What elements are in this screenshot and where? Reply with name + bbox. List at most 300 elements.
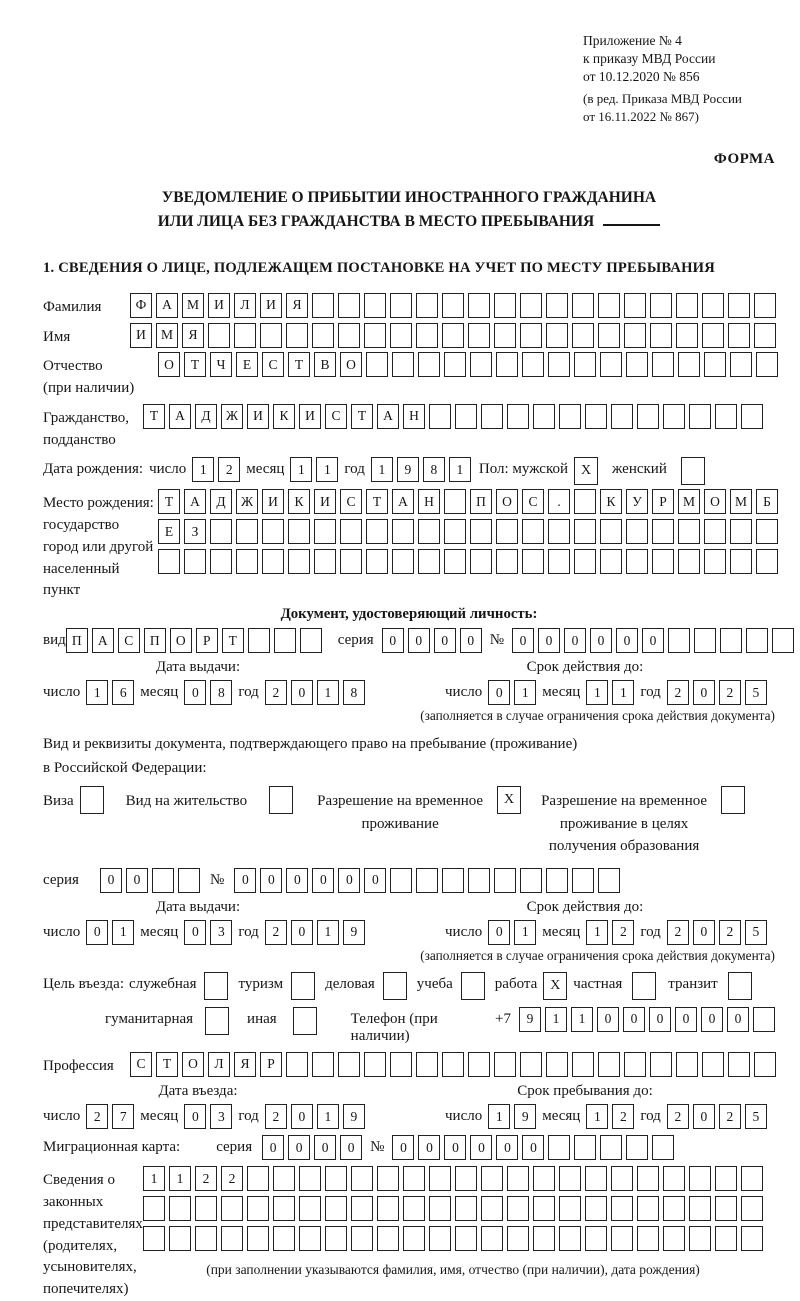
char-cell[interactable]: 0 (693, 680, 715, 705)
char-cell[interactable] (585, 1226, 607, 1251)
char-cell[interactable]: И (299, 404, 321, 429)
char-cell[interactable] (574, 549, 596, 574)
char-cell[interactable]: 0 (597, 1007, 619, 1032)
char-cell[interactable]: Т (143, 404, 165, 429)
char-cell[interactable] (520, 323, 542, 348)
char-cell[interactable]: 0 (126, 868, 148, 893)
char-cell[interactable]: 0 (616, 628, 638, 653)
char-cell[interactable] (392, 519, 414, 544)
char-cell[interactable]: . (548, 489, 570, 514)
char-cell[interactable] (704, 519, 726, 544)
char-cell[interactable]: 1 (371, 457, 393, 482)
char-cell[interactable] (314, 549, 336, 574)
char-cell[interactable] (468, 1052, 490, 1077)
char-cell[interactable] (611, 404, 633, 429)
char-cell[interactable]: 2 (719, 680, 741, 705)
char-cell[interactable]: 2 (218, 457, 240, 482)
char-cell[interactable]: 0 (496, 1135, 518, 1160)
char-cell[interactable] (416, 323, 438, 348)
char-cell[interactable] (676, 293, 698, 318)
char-cell[interactable]: Н (418, 489, 440, 514)
char-cell[interactable] (455, 1196, 477, 1221)
char-cell[interactable]: О (170, 628, 192, 653)
permit-valid-year-cells[interactable] (667, 920, 767, 945)
char-cell[interactable] (444, 489, 466, 514)
char-cell[interactable]: 8 (210, 680, 232, 705)
char-cell[interactable]: 9 (343, 1104, 365, 1129)
char-cell[interactable] (390, 323, 412, 348)
char-cell[interactable] (600, 1135, 622, 1160)
char-cell[interactable]: 7 (112, 1104, 134, 1129)
char-cell[interactable] (210, 549, 232, 574)
char-cell[interactable]: Л (208, 1052, 230, 1077)
char-cell[interactable]: 0 (260, 868, 282, 893)
char-cell[interactable] (533, 1166, 555, 1191)
char-cell[interactable]: А (169, 404, 191, 429)
char-cell[interactable] (455, 404, 477, 429)
permit-issue-year-cells[interactable] (265, 920, 365, 945)
char-cell[interactable] (546, 868, 568, 893)
char-cell[interactable] (273, 1226, 295, 1251)
char-cell[interactable]: Е (236, 352, 258, 377)
char-cell[interactable] (702, 323, 724, 348)
purpose-business-checkbox[interactable] (383, 972, 407, 1000)
char-cell[interactable] (481, 1226, 503, 1251)
char-cell[interactable]: 0 (291, 1104, 313, 1129)
char-cell[interactable] (585, 1196, 607, 1221)
char-cell[interactable] (442, 323, 464, 348)
char-cell[interactable] (548, 519, 570, 544)
char-cell[interactable]: 2 (667, 680, 689, 705)
char-cell[interactable] (210, 519, 232, 544)
char-cell[interactable]: Т (351, 404, 373, 429)
char-cell[interactable] (741, 1166, 763, 1191)
char-cell[interactable] (269, 786, 293, 814)
char-cell[interactable] (236, 549, 258, 574)
char-cell[interactable]: 0 (184, 680, 206, 705)
id-issue-month-cells[interactable] (184, 680, 232, 705)
char-cell[interactable] (377, 1196, 399, 1221)
sex-male-checkbox[interactable] (574, 457, 598, 485)
birth-place-line2-cells[interactable] (158, 519, 778, 544)
char-cell[interactable]: 2 (667, 920, 689, 945)
char-cell[interactable]: С (340, 489, 362, 514)
char-cell[interactable] (288, 519, 310, 544)
char-cell[interactable]: 0 (100, 868, 122, 893)
char-cell[interactable]: 0 (642, 628, 664, 653)
char-cell[interactable]: 0 (291, 920, 313, 945)
char-cell[interactable] (728, 1052, 750, 1077)
char-cell[interactable] (559, 404, 581, 429)
char-cell[interactable] (520, 868, 542, 893)
char-cell[interactable]: Р (652, 489, 674, 514)
char-cell[interactable]: К (273, 404, 295, 429)
residence-permit-checkbox[interactable] (269, 786, 293, 814)
char-cell[interactable] (704, 549, 726, 574)
char-cell[interactable] (652, 352, 674, 377)
char-cell[interactable]: 1 (586, 920, 608, 945)
char-cell[interactable]: С (522, 489, 544, 514)
char-cell[interactable] (494, 1052, 516, 1077)
char-cell[interactable] (442, 293, 464, 318)
char-cell[interactable] (507, 1196, 529, 1221)
char-cell[interactable] (533, 1196, 555, 1221)
char-cell[interactable] (325, 1166, 347, 1191)
doc-type-cells[interactable] (66, 628, 322, 653)
birth-place-line3-cells[interactable] (158, 549, 778, 574)
char-cell[interactable] (158, 549, 180, 574)
permit-series-cells[interactable] (100, 868, 200, 893)
char-cell[interactable] (416, 1052, 438, 1077)
stay-month-cells[interactable] (586, 1104, 634, 1129)
char-cell[interactable]: Я (234, 1052, 256, 1077)
char-cell[interactable]: А (92, 628, 114, 653)
char-cell[interactable] (496, 549, 518, 574)
char-cell[interactable]: 1 (317, 920, 339, 945)
char-cell[interactable] (689, 1226, 711, 1251)
char-cell[interactable]: 2 (667, 1104, 689, 1129)
char-cell[interactable] (689, 1166, 711, 1191)
char-cell[interactable]: 0 (262, 1135, 284, 1160)
phone-cells[interactable] (519, 1007, 775, 1032)
char-cell[interactable] (338, 293, 360, 318)
char-cell[interactable]: 1 (514, 920, 536, 945)
char-cell[interactable]: А (377, 404, 399, 429)
char-cell[interactable]: У (626, 489, 648, 514)
char-cell[interactable] (559, 1196, 581, 1221)
char-cell[interactable] (598, 868, 620, 893)
char-cell[interactable]: 1 (192, 457, 214, 482)
char-cell[interactable] (274, 628, 296, 653)
char-cell[interactable] (574, 352, 596, 377)
char-cell[interactable] (377, 1166, 399, 1191)
char-cell[interactable]: О (496, 489, 518, 514)
char-cell[interactable] (520, 1052, 542, 1077)
char-cell[interactable]: 0 (184, 920, 206, 945)
temp-residence-checkbox[interactable] (497, 786, 521, 814)
char-cell[interactable] (429, 1166, 451, 1191)
char-cell[interactable] (626, 549, 648, 574)
char-cell[interactable]: 0 (418, 1135, 440, 1160)
char-cell[interactable] (702, 293, 724, 318)
char-cell[interactable]: 0 (338, 868, 360, 893)
char-cell[interactable] (184, 549, 206, 574)
visa-checkbox[interactable] (80, 786, 104, 814)
purpose-tourism-checkbox[interactable] (291, 972, 315, 1000)
char-cell[interactable] (470, 352, 492, 377)
char-cell[interactable] (236, 519, 258, 544)
char-cell[interactable] (728, 323, 750, 348)
char-cell[interactable]: К (600, 489, 622, 514)
char-cell[interactable] (299, 1166, 321, 1191)
stay-day-cells[interactable] (488, 1104, 536, 1129)
char-cell[interactable]: 0 (488, 680, 510, 705)
char-cell[interactable]: 0 (382, 628, 404, 653)
char-cell[interactable] (730, 549, 752, 574)
char-cell[interactable] (314, 519, 336, 544)
char-cell[interactable] (663, 1166, 685, 1191)
char-cell[interactable] (366, 549, 388, 574)
char-cell[interactable] (418, 549, 440, 574)
char-cell[interactable] (772, 628, 794, 653)
char-cell[interactable]: 5 (745, 1104, 767, 1129)
id-number-cells[interactable] (512, 628, 794, 653)
char-cell[interactable] (383, 972, 407, 1000)
sex-female-checkbox[interactable] (681, 457, 705, 485)
char-cell[interactable] (741, 404, 763, 429)
surname-cells[interactable] (130, 293, 776, 318)
char-cell[interactable] (702, 1052, 724, 1077)
char-cell[interactable] (195, 1226, 217, 1251)
entry-day-cells[interactable] (86, 1104, 134, 1129)
char-cell[interactable] (626, 519, 648, 544)
char-cell[interactable] (143, 1226, 165, 1251)
char-cell[interactable] (572, 293, 594, 318)
char-cell[interactable] (234, 323, 256, 348)
char-cell[interactable] (678, 519, 700, 544)
char-cell[interactable] (715, 1226, 737, 1251)
char-cell[interactable] (390, 1052, 412, 1077)
char-cell[interactable] (273, 1196, 295, 1221)
char-cell[interactable] (522, 549, 544, 574)
char-cell[interactable]: О (704, 489, 726, 514)
char-cell[interactable] (390, 293, 412, 318)
char-cell[interactable]: 1 (169, 1166, 191, 1191)
char-cell[interactable]: 0 (408, 628, 430, 653)
char-cell[interactable]: 0 (234, 868, 256, 893)
char-cell[interactable] (574, 489, 596, 514)
char-cell[interactable]: 1 (143, 1166, 165, 1191)
profession-cells[interactable] (130, 1052, 776, 1077)
char-cell[interactable] (730, 352, 752, 377)
char-cell[interactable]: П (66, 628, 88, 653)
char-cell[interactable]: 1 (316, 457, 338, 482)
char-cell[interactable]: Л (234, 293, 256, 318)
char-cell[interactable] (720, 628, 742, 653)
char-cell[interactable]: 1 (317, 1104, 339, 1129)
char-cell[interactable]: 1 (586, 680, 608, 705)
char-cell[interactable] (390, 868, 412, 893)
char-cell[interactable]: 0 (488, 920, 510, 945)
char-cell[interactable]: И (247, 404, 269, 429)
char-cell[interactable] (715, 404, 737, 429)
char-cell[interactable]: А (392, 489, 414, 514)
char-cell[interactable] (632, 972, 656, 1000)
char-cell[interactable] (442, 868, 464, 893)
char-cell[interactable]: 0 (623, 1007, 645, 1032)
char-cell[interactable]: 0 (727, 1007, 749, 1032)
char-cell[interactable] (288, 549, 310, 574)
char-cell[interactable] (481, 1196, 503, 1221)
char-cell[interactable]: О (182, 1052, 204, 1077)
char-cell[interactable]: X (574, 457, 598, 485)
char-cell[interactable] (637, 1226, 659, 1251)
char-cell[interactable]: 0 (314, 1135, 336, 1160)
char-cell[interactable]: М (156, 323, 178, 348)
char-cell[interactable]: П (470, 489, 492, 514)
char-cell[interactable]: 1 (586, 1104, 608, 1129)
purpose-other-checkbox[interactable] (293, 1007, 317, 1035)
purpose-transit-checkbox[interactable] (728, 972, 752, 1000)
char-cell[interactable] (152, 868, 174, 893)
representatives-line2-cells[interactable] (143, 1196, 763, 1221)
char-cell[interactable] (481, 404, 503, 429)
char-cell[interactable] (730, 519, 752, 544)
char-cell[interactable] (728, 972, 752, 1000)
birth-month-cells[interactable] (290, 457, 338, 482)
char-cell[interactable] (754, 293, 776, 318)
char-cell[interactable]: М (730, 489, 752, 514)
permit-valid-month-cells[interactable] (586, 920, 634, 945)
char-cell[interactable] (637, 1166, 659, 1191)
char-cell[interactable]: И (262, 489, 284, 514)
char-cell[interactable] (574, 519, 596, 544)
char-cell[interactable]: 2 (719, 1104, 741, 1129)
permit-number-cells[interactable] (234, 868, 620, 893)
birth-place-line1-cells[interactable] (158, 489, 778, 514)
char-cell[interactable] (247, 1196, 269, 1221)
char-cell[interactable]: 0 (460, 628, 482, 653)
char-cell[interactable]: Т (158, 489, 180, 514)
char-cell[interactable]: С (130, 1052, 152, 1077)
char-cell[interactable]: 9 (514, 1104, 536, 1129)
char-cell[interactable] (652, 519, 674, 544)
char-cell[interactable]: 1 (449, 457, 471, 482)
char-cell[interactable]: И (314, 489, 336, 514)
char-cell[interactable] (559, 1166, 581, 1191)
char-cell[interactable]: 9 (397, 457, 419, 482)
char-cell[interactable]: Д (195, 404, 217, 429)
char-cell[interactable] (652, 1135, 674, 1160)
char-cell[interactable] (689, 404, 711, 429)
char-cell[interactable] (442, 1052, 464, 1077)
char-cell[interactable] (721, 786, 745, 814)
char-cell[interactable] (694, 628, 716, 653)
char-cell[interactable] (416, 868, 438, 893)
char-cell[interactable]: 0 (675, 1007, 697, 1032)
char-cell[interactable] (338, 323, 360, 348)
char-cell[interactable] (403, 1196, 425, 1221)
char-cell[interactable] (468, 323, 490, 348)
migration-card-number-cells[interactable] (392, 1135, 674, 1160)
char-cell[interactable]: 1 (545, 1007, 567, 1032)
char-cell[interactable] (494, 293, 516, 318)
purpose-work-checkbox[interactable] (543, 972, 567, 1000)
char-cell[interactable] (600, 519, 622, 544)
id-issue-year-cells[interactable] (265, 680, 365, 705)
id-valid-day-cells[interactable] (488, 680, 536, 705)
char-cell[interactable]: 0 (444, 1135, 466, 1160)
purpose-study-checkbox[interactable] (461, 972, 485, 1000)
char-cell[interactable]: 0 (364, 868, 386, 893)
char-cell[interactable]: 2 (265, 1104, 287, 1129)
char-cell[interactable]: 0 (693, 920, 715, 945)
char-cell[interactable] (559, 1226, 581, 1251)
char-cell[interactable]: Я (286, 293, 308, 318)
char-cell[interactable] (585, 1166, 607, 1191)
char-cell[interactable] (756, 549, 778, 574)
char-cell[interactable] (468, 293, 490, 318)
char-cell[interactable]: О (340, 352, 362, 377)
char-cell[interactable] (340, 549, 362, 574)
char-cell[interactable] (429, 1196, 451, 1221)
char-cell[interactable] (611, 1166, 633, 1191)
char-cell[interactable] (600, 352, 622, 377)
char-cell[interactable] (470, 549, 492, 574)
char-cell[interactable] (611, 1226, 633, 1251)
char-cell[interactable] (546, 293, 568, 318)
char-cell[interactable]: Т (366, 489, 388, 514)
char-cell[interactable] (455, 1166, 477, 1191)
char-cell[interactable]: 0 (291, 680, 313, 705)
char-cell[interactable] (600, 549, 622, 574)
char-cell[interactable] (598, 323, 620, 348)
char-cell[interactable] (496, 519, 518, 544)
char-cell[interactable] (178, 868, 200, 893)
char-cell[interactable] (444, 519, 466, 544)
char-cell[interactable] (572, 1052, 594, 1077)
char-cell[interactable]: 0 (470, 1135, 492, 1160)
char-cell[interactable]: 1 (488, 1104, 510, 1129)
char-cell[interactable]: К (288, 489, 310, 514)
representatives-line3-cells[interactable] (143, 1226, 763, 1251)
char-cell[interactable]: 3 (210, 1104, 232, 1129)
char-cell[interactable]: 6 (112, 680, 134, 705)
char-cell[interactable]: 9 (343, 920, 365, 945)
char-cell[interactable]: С (118, 628, 140, 653)
char-cell[interactable] (585, 404, 607, 429)
char-cell[interactable] (312, 323, 334, 348)
given-name-cells[interactable] (130, 323, 776, 348)
char-cell[interactable] (248, 628, 270, 653)
char-cell[interactable] (624, 1052, 646, 1077)
char-cell[interactable] (351, 1166, 373, 1191)
char-cell[interactable]: 0 (434, 628, 456, 653)
char-cell[interactable]: 5 (745, 920, 767, 945)
char-cell[interactable] (418, 519, 440, 544)
char-cell[interactable]: М (678, 489, 700, 514)
char-cell[interactable] (756, 352, 778, 377)
char-cell[interactable] (494, 323, 516, 348)
char-cell[interactable]: 0 (590, 628, 612, 653)
char-cell[interactable]: 8 (343, 680, 365, 705)
char-cell[interactable] (741, 1226, 763, 1251)
char-cell[interactable] (351, 1196, 373, 1221)
char-cell[interactable]: О (158, 352, 180, 377)
char-cell[interactable]: 1 (317, 680, 339, 705)
char-cell[interactable]: Н (403, 404, 425, 429)
char-cell[interactable]: А (184, 489, 206, 514)
char-cell[interactable] (507, 1166, 529, 1191)
char-cell[interactable] (364, 293, 386, 318)
char-cell[interactable] (496, 352, 518, 377)
purpose-private-checkbox[interactable] (632, 972, 656, 1000)
char-cell[interactable]: И (260, 293, 282, 318)
char-cell[interactable] (598, 293, 620, 318)
char-cell[interactable] (392, 549, 414, 574)
char-cell[interactable]: 1 (514, 680, 536, 705)
char-cell[interactable]: И (208, 293, 230, 318)
purpose-humanitarian-checkbox[interactable] (205, 1007, 229, 1035)
char-cell[interactable]: Д (210, 489, 232, 514)
char-cell[interactable]: 0 (538, 628, 560, 653)
char-cell[interactable] (260, 323, 282, 348)
char-cell[interactable] (377, 1226, 399, 1251)
char-cell[interactable]: В (314, 352, 336, 377)
char-cell[interactable] (312, 1052, 334, 1077)
char-cell[interactable] (533, 1226, 555, 1251)
char-cell[interactable]: 3 (210, 920, 232, 945)
